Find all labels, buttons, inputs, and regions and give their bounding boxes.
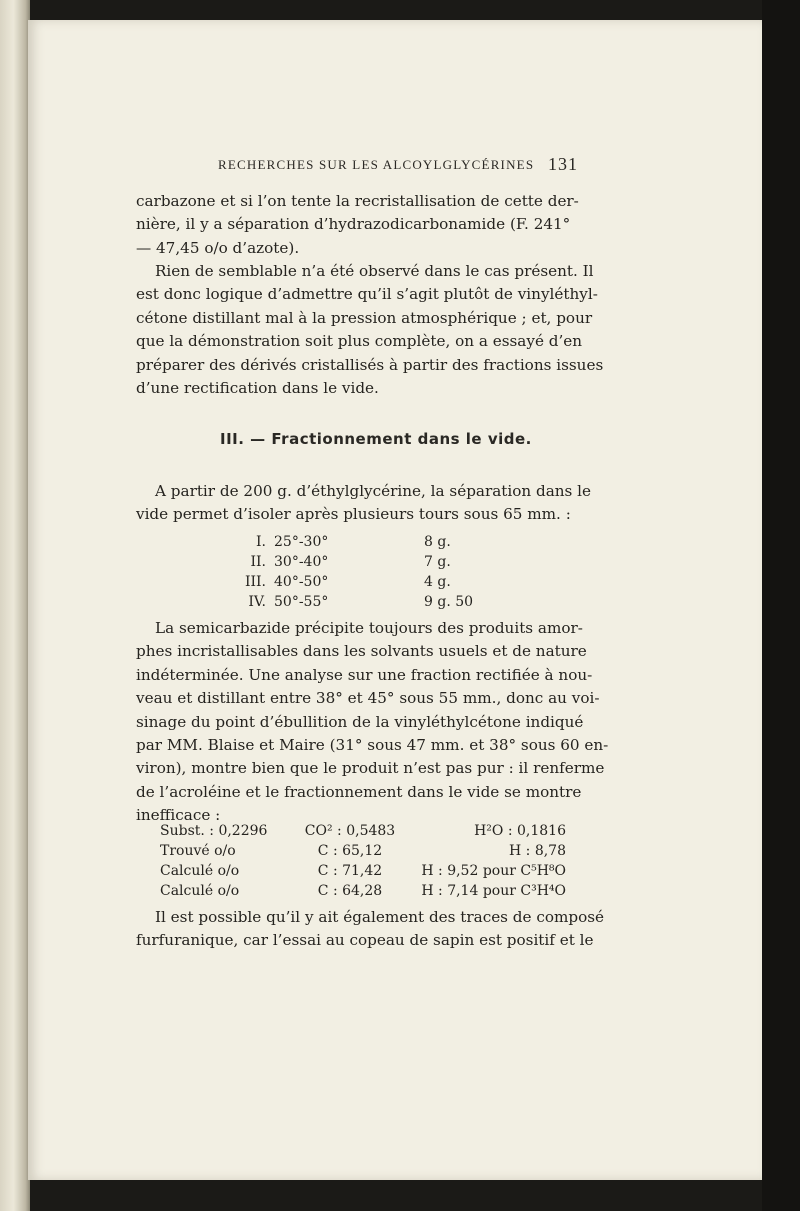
fraction-amount: 7 g. — [424, 554, 451, 570]
analysis-carbon: C : 65,12 — [317, 843, 383, 859]
text-line: A partir de 200 g. d’éthylglycérine, la séparation dans le — [155, 482, 592, 500]
fraction-number: III. — [244, 574, 266, 590]
text-line: nière, il y a séparation d’hydrazodicarbonamide (F. 241° — [136, 215, 571, 234]
text-line: Rien de semblable n’a été observé dans le cas présent. Il — [155, 262, 594, 280]
fraction-amount: 4 g. — [424, 574, 451, 590]
paragraph-semblable — [136, 260, 604, 400]
paragraph-continuation — [136, 190, 579, 260]
text-line: indéterminée. Une analyse sur une fraction rectifiée à nou- — [136, 665, 593, 684]
table-row — [220, 532, 504, 552]
text-line: de l’acroléine et le fractionnement dans le vide se montre — [136, 782, 582, 801]
table-row — [220, 552, 504, 572]
analysis-table — [160, 821, 566, 901]
text-line: La semicarbazide précipite toujours des produits amor- — [155, 619, 583, 637]
fraction-amount: 9 g. 50 — [424, 594, 474, 610]
analysis-carbon: C : 64,28 — [317, 883, 383, 899]
book-spine-gutter — [0, 0, 30, 1211]
analysis-hydrogen: H : 8,78 — [509, 843, 566, 859]
analysis-label: Calculé o/o — [160, 863, 240, 879]
section-heading: III. — Fractionnement dans le vide. — [220, 430, 532, 448]
table-row — [160, 841, 566, 861]
fractions-table — [220, 532, 504, 612]
table-row — [160, 821, 566, 841]
analysis-carbon: C : 71,42 — [317, 863, 383, 879]
fraction-range: 25°-30° — [274, 534, 329, 550]
analysis-label: Subst. : 0,2296 — [160, 823, 268, 839]
running-header-title: RECHERCHES SUR LES ALCOYLGLYCÉRINES — [218, 157, 535, 172]
analysis-hydrogen: H : 9,52 pour C⁵H⁸O — [421, 863, 566, 879]
text-line: Il est possible qu’il y ait également des traces de composé — [155, 908, 605, 926]
analysis-hydrogen: H : 7,14 pour C³H⁴O — [421, 883, 566, 899]
table-row — [220, 592, 504, 612]
text-line: furfuranique, car l’essai au copeau de sapin est positif et le — [136, 931, 594, 950]
fraction-number: II. — [250, 554, 266, 570]
fraction-number: I. — [256, 534, 266, 550]
fraction-amount: 8 g. — [424, 534, 451, 550]
text-line: viron), montre bien que le produit n’est pas pur : il renferme — [136, 759, 605, 778]
text-line: sinage du point d’ébullition de la vinyléthylcétone indiqué — [136, 712, 584, 731]
table-row — [220, 572, 504, 592]
text-line: préparer des dérivés cristallisés à partir des fractions issues — [136, 355, 604, 374]
page-dark-margin — [762, 0, 800, 1211]
text-line: est donc logique d’admettre qu’il s’agit plutôt de vinyléthyl- — [136, 285, 598, 304]
fraction-range: 50°-55° — [274, 594, 329, 610]
text-line: par MM. Blaise et Maire (31° sous 47 mm. et 38° sous 60 en- — [136, 736, 609, 755]
text-line: veau et distillant entre 38° et 45° sous 55 mm., donc au voi- — [136, 689, 600, 708]
text-line: — 47,45 o/o d’azote). — [136, 238, 300, 257]
text-line: que la démonstration soit plus complète, on a essayé d’en — [136, 332, 583, 351]
running-header — [218, 154, 578, 177]
text-line: vide permet d’isoler après plusieurs tours sous 65 mm. : — [136, 505, 571, 524]
text-line: carbazone et si l’on tente la recristallisation de cette der- — [136, 192, 579, 210]
analysis-hydrogen: H²O : 0,1816 — [474, 823, 566, 839]
table-row — [160, 861, 566, 881]
analysis-carbon: CO² : 0,5483 — [304, 823, 396, 839]
fraction-number: IV. — [248, 594, 266, 610]
page-number: 131 — [548, 154, 578, 174]
analysis-label: Calculé o/o — [160, 883, 240, 899]
table-row — [160, 881, 566, 901]
text-line: d’une rectification dans le vide. — [136, 379, 379, 398]
analysis-label: Trouvé o/o — [160, 843, 236, 859]
paragraph-semicarbazide — [136, 617, 609, 828]
text-line: cétone distillant mal à la pression atmosphérique ; et, pour — [136, 308, 593, 327]
text-line: inefficace : — [136, 806, 221, 825]
fraction-range: 30°-40° — [274, 554, 329, 570]
paragraph-fractionnement — [136, 480, 592, 527]
fraction-range: 40°-50° — [274, 574, 329, 590]
text-line: phes incristallisables dans les solvants usuels et de nature — [136, 642, 587, 661]
paragraph-furfuranique — [136, 906, 605, 953]
